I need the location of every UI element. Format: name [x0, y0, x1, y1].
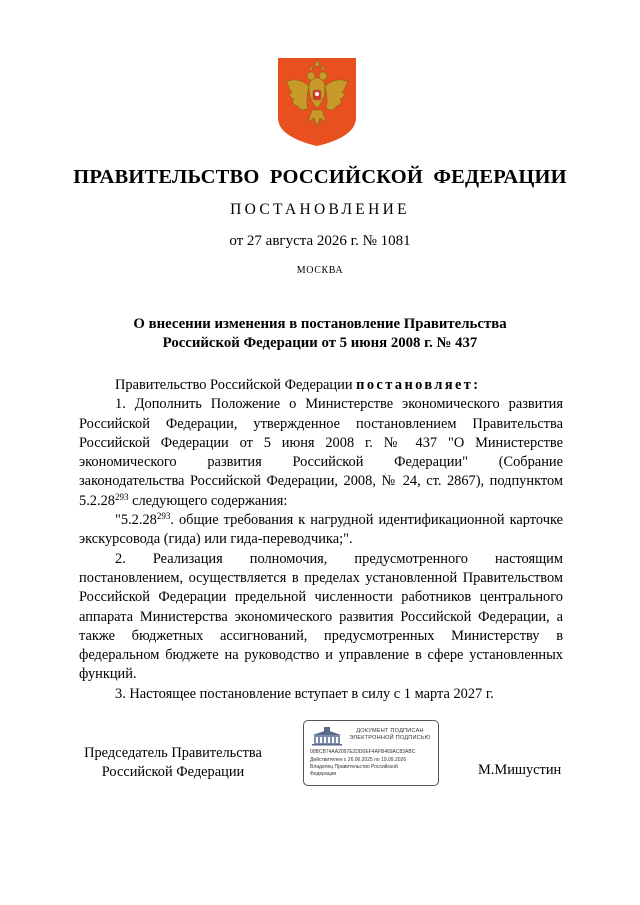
- item-1-tail: следующего содержания:: [128, 492, 288, 509]
- stamp-title: [344, 728, 436, 742]
- item-1-superscript: 293: [114, 491, 129, 502]
- stamp-serial: 00BCB74AA2097E2DD0EF4AFB469AC83ABC: [310, 749, 416, 755]
- intro-paragraph: [79, 376, 563, 395]
- stamp-owner-line-1: Владелец Правительство Российской: [310, 764, 398, 770]
- signer-name: М.Мишустин: [478, 762, 562, 778]
- subject-line-2: Российской Федерации от 5 июня 2008 г. № 437: [162, 335, 478, 351]
- intro-verb: постановляет:: [356, 377, 481, 393]
- signer-position-line-2: Российской Федерации: [101, 764, 245, 780]
- document-subject: [80, 315, 560, 353]
- quote-paragraph: [79, 511, 563, 550]
- item-2-paragraph: 2. Реализация полномочия, предусмотренного настоящим постановлением, осуществляется в пределах установленной Правительством Российской Федерации предельной численности работников центрального аппарата Министерства экономического развития Российской Федерации, а также бюджетных ассигнований, предусмотренных Министерству в федеральном бюджете на руководство и управление в сфере установленных функций.: [79, 550, 563, 683]
- document-date-number: от 27 августа 2026 г. № 1081: [229, 233, 411, 249]
- document-type: ПОСТАНОВЛЕНИЕ: [230, 201, 410, 218]
- item-1-paragraph: [79, 395, 563, 511]
- stamp-validity: Действителен с 26.06.2025 по 19.09.2026: [310, 757, 407, 763]
- quote-prefix: "5.2.28: [115, 512, 157, 529]
- stamp-title-line-1: ДОКУМЕНТ ПОДПИСАН: [356, 728, 424, 734]
- item-1-text: 1. Дополнить Положение о Министерстве экономического развития Российской Федерации, утвержденное постановлением Правительства Российской Федерации от 5 июня 2008 г. № 437 "О Министерстве экономического развития Российской Федерации" (Собрание законодательства Российской Федерации, 2008, № 24, ст. 2867), подпунктом 5.2.28: [79, 396, 563, 509]
- document-body: [79, 376, 563, 704]
- signer-position: [78, 744, 268, 782]
- coat-of-arms-icon: [276, 56, 358, 148]
- government-building-icon: [310, 726, 344, 746]
- government-title: ПРАВИТЕЛЬСТВО РОССИЙСКОЙ ФЕДЕРАЦИИ: [73, 166, 567, 188]
- quote-superscript: 293: [156, 511, 171, 522]
- intro-prefix: Правительство Российской Федерации: [115, 377, 357, 393]
- stamp-title-line-2: ЭЛЕКТРОННОЙ ПОДПИСЬЮ: [349, 735, 431, 741]
- item-3-paragraph: 3. Настоящее постановление вступает в силу с 1 марта 2027 г.: [115, 685, 494, 702]
- electronic-signature-stamp: [303, 720, 439, 786]
- signer-position-line-1: Председатель Правительства: [84, 745, 262, 761]
- quote-text: . общие требования к нагрудной идентификационной карточке экскурсовода (гида) или гида-переводчика;".: [79, 512, 563, 548]
- subject-line-1: О внесении изменения в постановление Правительства: [133, 316, 507, 332]
- document-city: МОСКВА: [296, 265, 344, 276]
- stamp-owner-line-2: Федерации: [310, 771, 337, 777]
